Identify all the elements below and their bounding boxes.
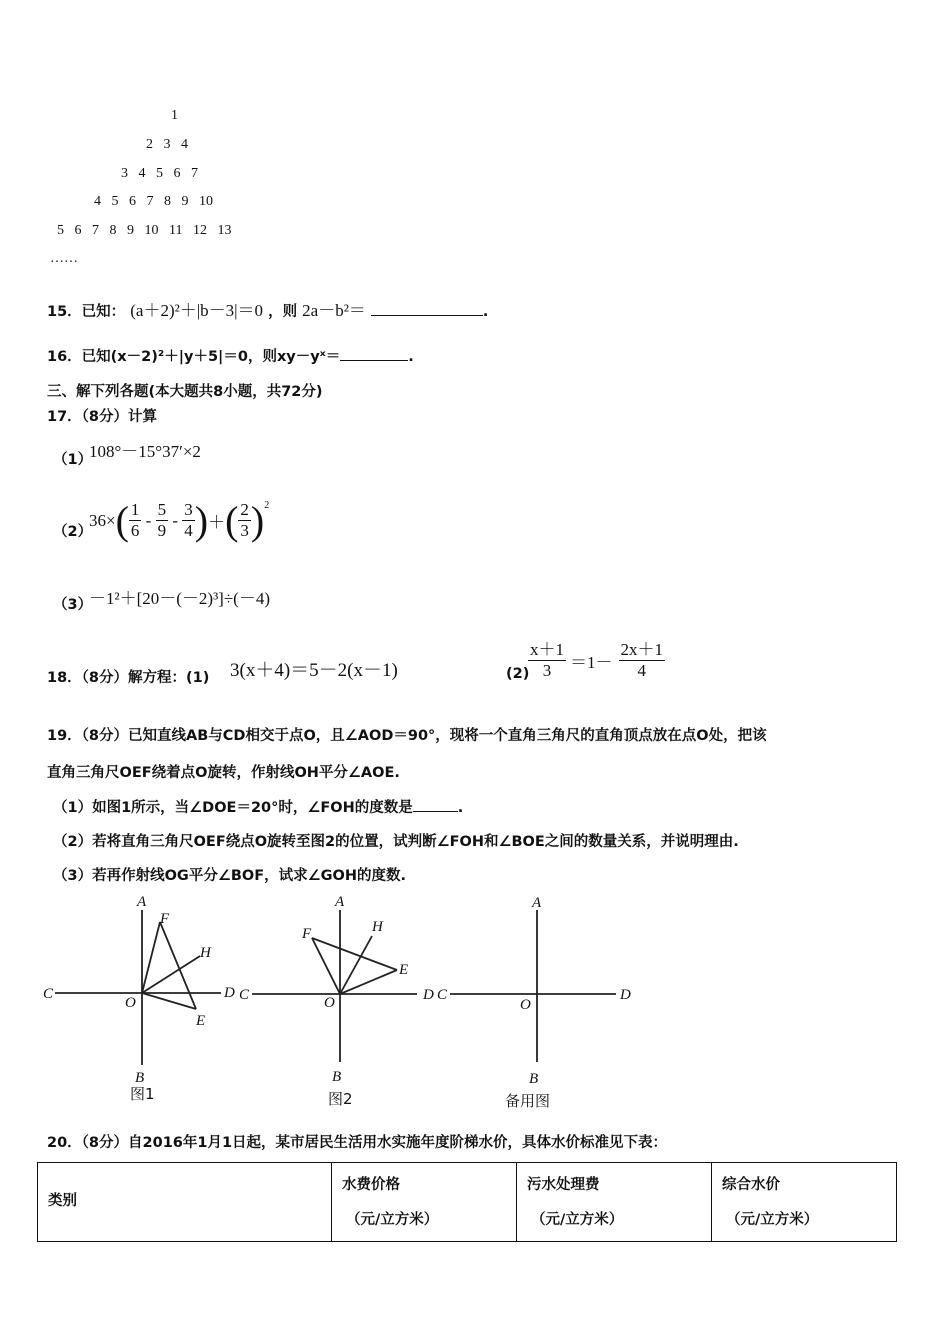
q19-part3: （3）若再作射线OG平分∠BOF，试求∠GOH的度数. xyxy=(53,868,406,884)
fig1-ray-oe xyxy=(142,993,196,1009)
fig1-label-d: D xyxy=(224,985,235,1001)
question-20: 20．（8分）自2016年1月1日起，某市居民生活用水实施年度阶梯水价，具体水价标准见下表： xyxy=(47,1135,668,1151)
triangle-row-3: 3 4 5 6 7 xyxy=(121,166,198,181)
fig1-label-o: O xyxy=(125,995,136,1011)
q17-part2-label: （2） xyxy=(53,524,93,540)
q18-part2-label: (2) xyxy=(506,666,530,682)
q17-part3-label: （3） xyxy=(53,597,93,613)
fig3-label-b: B xyxy=(529,1071,539,1087)
q17-part1: （1） xyxy=(53,452,93,468)
fig2-label-a: A xyxy=(335,894,345,910)
fig1-label-a: A xyxy=(137,894,147,910)
fig3-label-d: D xyxy=(620,987,631,1003)
table-row xyxy=(38,1163,897,1242)
fig1-label-e: E xyxy=(196,1013,206,1029)
fig2-label-b: B xyxy=(332,1069,342,1085)
q19-part2: （2）若将直角三角尺OEF绕点O旋转至图2的位置，试判断∠FOH和∠BOE之间的数量关系，并说明理由. xyxy=(53,834,739,850)
fig2-label-o: O xyxy=(324,995,335,1011)
table-cell-sewage-fee: 污水处理费 （元/立方米） xyxy=(517,1163,712,1242)
geometry-figures xyxy=(0,890,950,1115)
fig1-label-b: B xyxy=(135,1070,145,1086)
question-16: 16．已知(x－2)²＋|y＋5|＝0，则xy－yˣ＝ . xyxy=(47,345,414,366)
q17-part2-expr: 36× ( $\frac{1}{6}$ - $\frac{5}{9}$ - $\frac{3}{4}$ ) ＋ ( $\frac{2}{3}$ ) $^2$ xyxy=(89,497,270,543)
fig1-label-f: F xyxy=(160,911,170,927)
fig2-caption: 图2 xyxy=(328,1090,353,1108)
fig3-label-c: C xyxy=(437,987,448,1003)
triangle-ellipsis: …… xyxy=(50,251,78,266)
question-19-line-2: 直角三角尺OEF绕着点O旋转，作射线OH平分∠AOE. xyxy=(47,765,400,781)
q19-answer-blank[interactable] xyxy=(413,797,458,812)
fig1-label-h: H xyxy=(200,945,211,961)
table-cell-category: 类别 xyxy=(38,1163,332,1242)
section-3-heading: 三、解下列各题(本大题共8小题，共72分) xyxy=(47,384,323,400)
fig2-ray-oe xyxy=(340,970,397,994)
fig3-label-a: A xyxy=(532,895,542,911)
q19-part1: （1）如图1所示，当∠DOE＝20°时，∠FOH的度数是 . xyxy=(53,796,463,817)
q15-expression: 2a－b²＝ xyxy=(302,301,366,320)
triangle-row-2: 2 3 4 xyxy=(146,137,188,152)
fig2-label-e: E xyxy=(399,962,409,978)
fig1-caption: 图1 xyxy=(130,1085,155,1103)
fig2-label-d: D xyxy=(423,987,434,1003)
question-15: 15．已知： (a＋2)²＋|b－3|＝0 ，则 2a－b²＝ . xyxy=(47,301,489,320)
question-18-title: 18．（8分）解方程：(1) xyxy=(47,670,210,686)
fig2-label-f: F xyxy=(302,926,312,942)
water-price-table xyxy=(37,1162,897,1242)
q15-answer-blank[interactable] xyxy=(371,301,483,316)
triangle-row-5: 5 6 7 8 9 10 11 12 13 xyxy=(57,223,232,238)
fig1-label-c: C xyxy=(43,986,54,1002)
triangle-row-4: 4 5 6 7 8 9 10 xyxy=(94,194,213,209)
q15-condition: (a＋2)²＋|b－3|＝0 xyxy=(130,301,264,320)
q16-answer-blank[interactable] xyxy=(340,346,408,361)
q17-part3-expr: －1²＋[20－(－2)³]÷(－4) xyxy=(89,589,270,608)
fig2-label-c: C xyxy=(239,987,250,1003)
table-cell-water-fee: 水费价格 （元/立方米） xyxy=(332,1163,517,1242)
fig3-caption: 备用图 xyxy=(505,1092,551,1110)
fig3-label-o: O xyxy=(520,997,531,1013)
fig2-label-h: H xyxy=(372,919,383,935)
triangle-row-1: 1 xyxy=(171,108,178,123)
q18-equation-2: $\frac{x+1}{3}$ ＝1－ $\frac{2x+1}{4}$ xyxy=(530,640,663,680)
fig2-ray-oh xyxy=(340,936,372,994)
table-cell-total-price: 综合水价 （元/立方米） xyxy=(712,1163,897,1242)
question-19-line-1: 19．（8分）已知直线AB与CD相交于点O，且∠AOD＝90°，现将一个直角三角尺的直角顶点放在点O处，把该 xyxy=(47,728,767,744)
q18-equation-1: 3(x＋4)＝5－2(x－1) xyxy=(230,660,398,681)
fig1-side-fe xyxy=(160,922,196,1009)
q17-part1-expr: 108°－15°37′×2 xyxy=(89,442,201,461)
question-17-title: 17．（8分）计算 xyxy=(47,409,158,425)
